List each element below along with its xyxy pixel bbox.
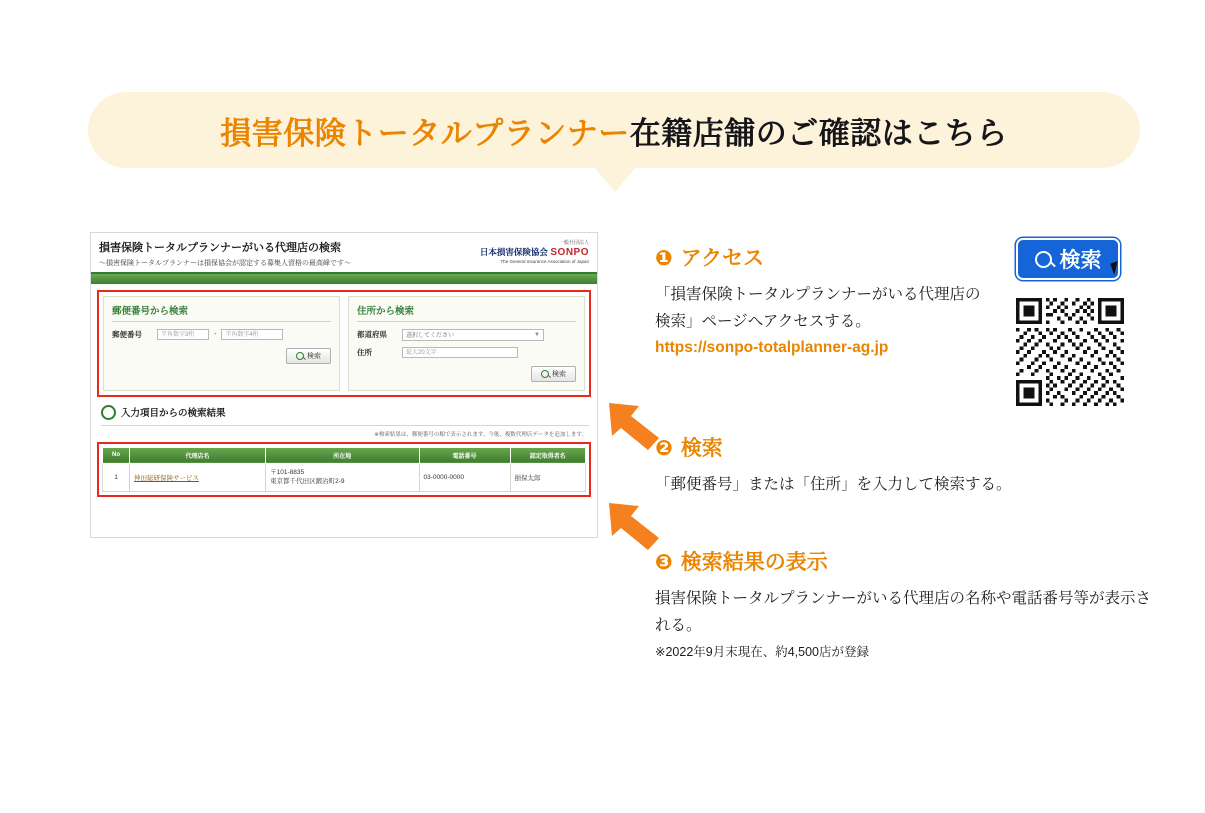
zip-search-button-label: 検索 bbox=[307, 352, 321, 360]
logo-jp-name: 日本損害保険協会 bbox=[479, 246, 548, 257]
step-results-body: 損害保険トータルプランナーがいる代理店の名称や電話番号等が表示される。 bbox=[655, 590, 1152, 634]
qr-code bbox=[1016, 298, 1124, 406]
step-results-label: 検索結果の表示 bbox=[680, 551, 828, 574]
search-area-highlight bbox=[97, 290, 591, 397]
step-access-url[interactable]: https://sonpo-totalplanner-ag.jp bbox=[655, 339, 889, 357]
page-title-highlight: 損害保険トータルプランナー bbox=[220, 115, 630, 151]
step-results-title bbox=[655, 546, 1155, 580]
step-number-2: ❷ bbox=[655, 437, 673, 460]
zip-panel-title: 郵便番号から検索 bbox=[112, 303, 331, 322]
site-title: 損害保険トータルプランナーがいる代理店の検索 bbox=[99, 242, 341, 254]
results-header bbox=[101, 405, 589, 426]
results-note: ※検索結果は、郵便番号の順で表示されます。今後、複数代理店データを追加します。 bbox=[374, 431, 587, 438]
zip-input-2[interactable]: 半角数字4桁 bbox=[221, 329, 283, 340]
page-title-rest: 在籍店舗のご確認はこちら bbox=[629, 115, 1008, 151]
cell-agency-name[interactable] bbox=[130, 463, 266, 491]
col-agency-name: 代理店名 bbox=[130, 447, 266, 463]
zip-button-row bbox=[112, 348, 331, 364]
zip-field-row bbox=[112, 329, 331, 340]
cell-location bbox=[266, 463, 419, 491]
agency-name-link[interactable]: 神田総研保険サービス bbox=[134, 474, 199, 482]
results-table-highlight bbox=[97, 442, 591, 497]
search-button-badge[interactable] bbox=[1016, 238, 1120, 280]
header-banner bbox=[88, 92, 1140, 168]
address-search-panel bbox=[348, 296, 585, 391]
website-screenshot bbox=[90, 232, 598, 538]
col-phone: 電話番号 bbox=[419, 447, 510, 463]
col-no: No bbox=[103, 447, 130, 463]
cell-address: 東京都千代田区鍛冶町2-9 bbox=[270, 478, 345, 486]
step-search bbox=[655, 432, 1155, 499]
col-certified-person: 認定取得者名 bbox=[510, 447, 585, 463]
cell-certified-person: 損保太郎 bbox=[510, 463, 585, 491]
zip-label: 郵便番号 bbox=[112, 329, 142, 339]
step-search-label: 検索 bbox=[680, 437, 723, 460]
prefecture-select[interactable] bbox=[402, 329, 544, 341]
step-access-body: 「損害保険トータルプランナーがいる代理店の検索」ページへアクセスする。 bbox=[655, 286, 981, 330]
search-icon bbox=[1035, 251, 1052, 268]
address-button-row bbox=[357, 366, 576, 382]
step-access bbox=[655, 242, 985, 360]
step-results-note: ※2022年9月末現在、約4,500店が登録 bbox=[655, 645, 870, 660]
results-table bbox=[102, 447, 586, 492]
zip-search-button[interactable] bbox=[286, 348, 331, 364]
site-header bbox=[91, 233, 597, 274]
green-divider bbox=[91, 274, 597, 284]
address-input[interactable]: 最大20文字 bbox=[402, 347, 518, 358]
address-search-button-label: 検索 bbox=[552, 370, 566, 378]
association-logo bbox=[480, 241, 589, 264]
search-badge-label: 検索 bbox=[1059, 249, 1102, 272]
step-number-1: ❶ bbox=[655, 247, 673, 270]
step-access-label: アクセス bbox=[680, 247, 765, 270]
zip-search-panel bbox=[103, 296, 340, 391]
prefecture-label: 都道府県 bbox=[357, 330, 387, 340]
cell-phone: 03-0000-0000 bbox=[419, 463, 510, 491]
logo-en-name: The General Insurance Association of Japan bbox=[500, 259, 589, 265]
prefecture-select-value: 選択してください bbox=[406, 333, 455, 340]
table-header-row bbox=[103, 447, 586, 463]
address-search-button[interactable] bbox=[531, 366, 576, 382]
table-row bbox=[103, 463, 586, 491]
step-search-title bbox=[655, 432, 1155, 466]
address-panel-title: 住所から検索 bbox=[357, 303, 576, 322]
search-icon bbox=[296, 352, 304, 360]
search-icon bbox=[541, 370, 549, 378]
step-number-3: ❸ bbox=[655, 551, 673, 574]
circle-icon bbox=[101, 405, 116, 420]
page-title bbox=[220, 108, 1008, 153]
chevron-down-icon: ▼ bbox=[534, 331, 540, 338]
logo-small-text: 一般社団法人 bbox=[558, 240, 589, 246]
logo-brand: SONPO bbox=[550, 246, 589, 258]
step-access-title bbox=[655, 242, 985, 276]
results-title: 入力項目からの検索結果 bbox=[121, 408, 226, 420]
zip-separator: - bbox=[214, 330, 217, 338]
step-results bbox=[655, 546, 1155, 663]
cell-zip: 〒101-8835 bbox=[270, 468, 305, 476]
address-field-row bbox=[357, 347, 576, 358]
zip-input-1[interactable]: 半角数字3桁 bbox=[157, 329, 209, 340]
address-label: 住所 bbox=[357, 347, 372, 357]
banner-tail-shape bbox=[593, 166, 637, 192]
step-search-body: 「郵便番号」または「住所」を入力して検索する。 bbox=[655, 476, 1012, 494]
site-subtitle: ～損害保険トータルプランナーは損保協会が認定する募集人資格の最高峰です～ bbox=[99, 259, 351, 267]
col-location: 所在地 bbox=[266, 447, 419, 463]
cell-no: 1 bbox=[103, 463, 130, 491]
pref-field-row bbox=[357, 329, 576, 341]
